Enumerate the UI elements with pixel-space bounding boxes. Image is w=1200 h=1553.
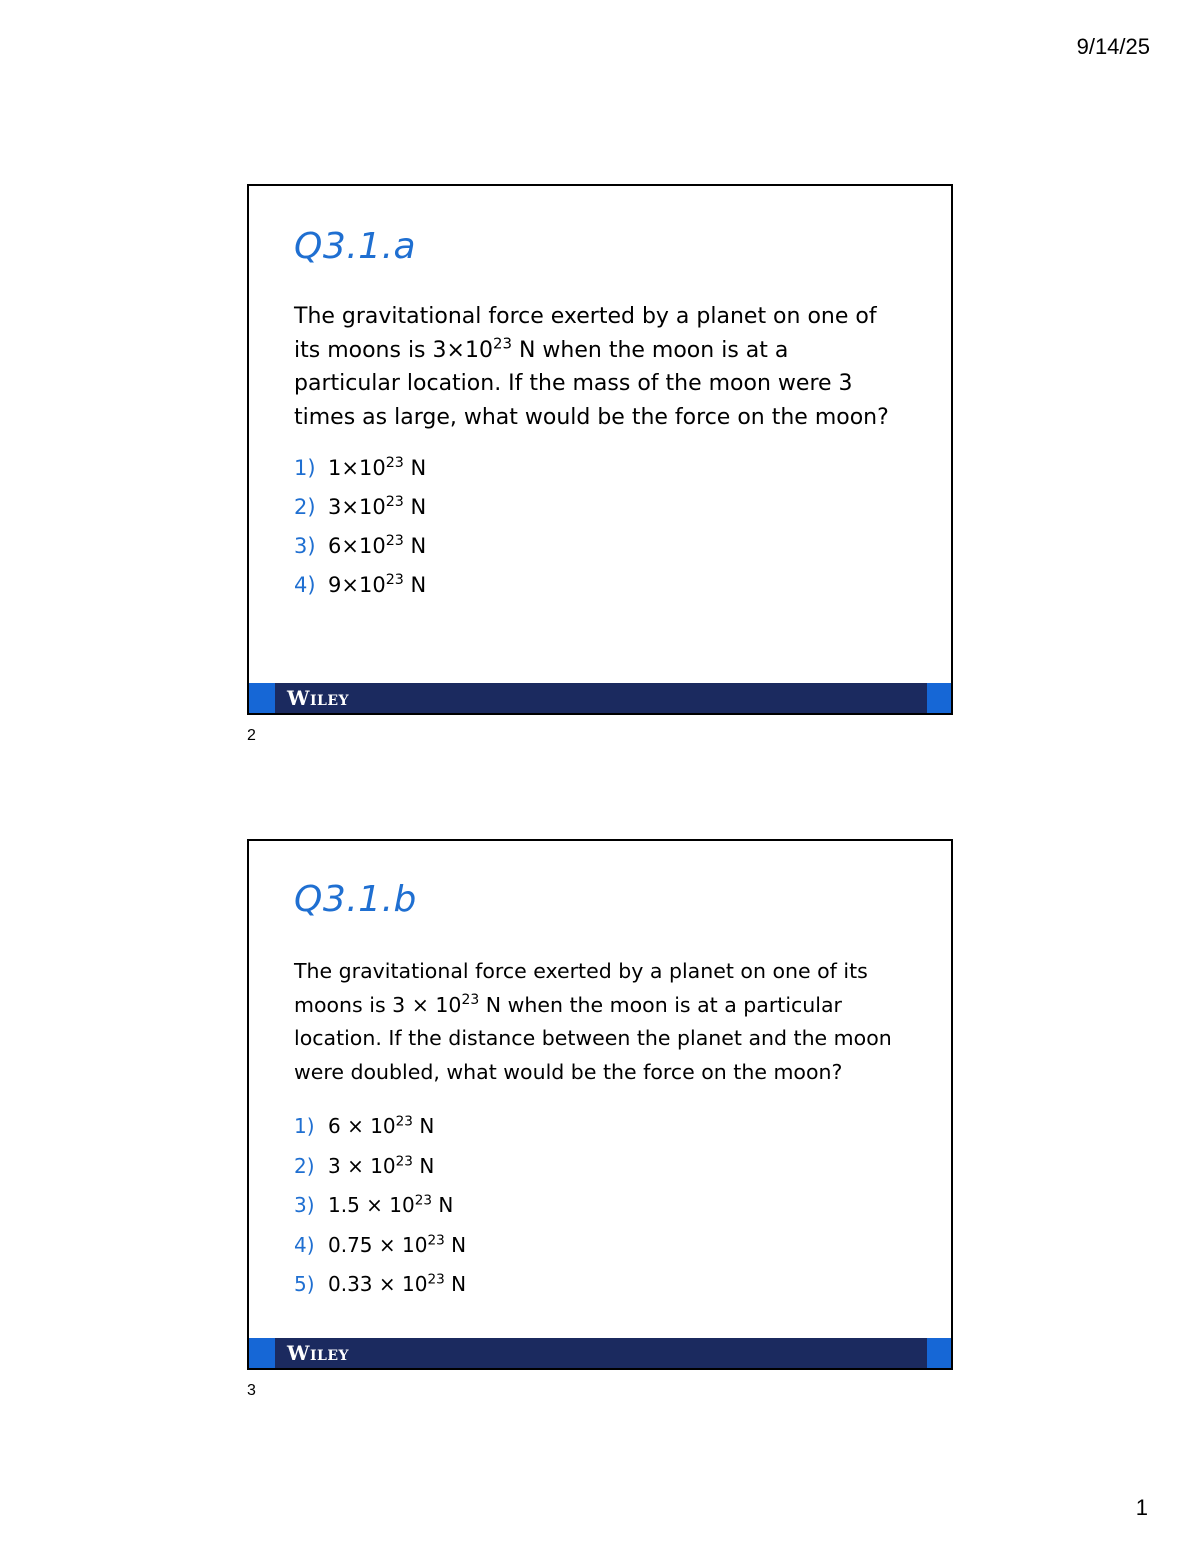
answer-option[interactable]: [294, 1233, 466, 1273]
footer-accent: [249, 683, 275, 713]
wiley-logo: Wiley: [287, 1341, 350, 1365]
question-line: location. If the distance between the planet and the moon: [294, 1026, 892, 1050]
footer-accent: [927, 1338, 951, 1368]
answer-options: [294, 456, 426, 612]
question-line: The gravitational force exerted by a planet on one of its: [294, 959, 868, 983]
page-number: 1: [1135, 1495, 1148, 1520]
question-line: N when the moon is at a: [511, 337, 789, 363]
option-value: $0.33 \times 10^{23}$ N: [328, 1271, 467, 1296]
option-value: $6 \times 10^{23}$ N: [328, 1113, 435, 1138]
question-line: particular location. If the mass of the moon were 3: [294, 371, 853, 396]
question-text: [294, 955, 904, 1089]
question-line: its moons is 3×10: [294, 337, 493, 363]
option-value: $1.5 \times 10^{23}$ N: [328, 1192, 454, 1217]
answer-option[interactable]: [294, 1154, 466, 1194]
answer-option[interactable]: [294, 573, 426, 612]
option-number: 4): [294, 573, 316, 597]
slide-title: Q3.1.a: [294, 226, 417, 267]
slide-number: 2: [247, 727, 256, 744]
exponent: 23: [492, 334, 512, 353]
answer-option[interactable]: [294, 495, 426, 534]
option-number: 1): [294, 1114, 315, 1138]
slide-footer-bar: [249, 1338, 951, 1368]
footer-accent: [927, 683, 951, 713]
question-text: [294, 300, 904, 434]
question-line: N when the moon is at a particular: [479, 992, 842, 1017]
option-number: 2): [294, 1153, 315, 1178]
option-value: $0.75 \times 10^{23}$ N: [328, 1231, 467, 1257]
option-number: 3): [294, 1193, 315, 1217]
footer-accent: [249, 1338, 275, 1368]
option-number: 2): [294, 495, 316, 519]
answer-options: [294, 1114, 466, 1312]
wiley-logo: Wiley: [287, 686, 350, 710]
slide-title: Q3.1.b: [294, 879, 417, 920]
option-value: $3\times 10^{23}$ N: [328, 494, 427, 519]
answer-option[interactable]: [294, 1193, 466, 1233]
exponent: 23: [461, 991, 480, 1008]
slide-q3-1-b: [247, 839, 953, 1370]
slide-footer-bar: [249, 683, 951, 713]
option-number: 5): [294, 1272, 315, 1296]
question-line: moons is 3 × 10: [294, 992, 462, 1017]
answer-option[interactable]: [294, 456, 426, 495]
option-value: $1\times 10^{23}$ N: [328, 455, 427, 480]
answer-option[interactable]: [294, 534, 426, 573]
option-number: 3): [294, 534, 316, 558]
option-value: $6\times 10^{23}$ N: [328, 533, 427, 558]
option-value: $3 \times 10^{23}$ N: [328, 1152, 435, 1178]
question-line: The gravitational force exerted by a planet on one of: [294, 304, 877, 329]
answer-option[interactable]: [294, 1114, 466, 1154]
slide-number: 3: [247, 1382, 256, 1399]
option-number: 1): [294, 456, 316, 480]
option-number: 4): [294, 1232, 315, 1257]
question-line: times as large, what would be the force on the moon?: [294, 404, 889, 430]
question-line: were doubled, what would be the force on the moon?: [294, 1059, 843, 1084]
option-value: $9\times 10^{23}$ N: [328, 572, 427, 597]
answer-option[interactable]: [294, 1272, 466, 1312]
page-date: 9/14/25: [1076, 34, 1150, 59]
slide-q3-1-a: [247, 184, 953, 715]
